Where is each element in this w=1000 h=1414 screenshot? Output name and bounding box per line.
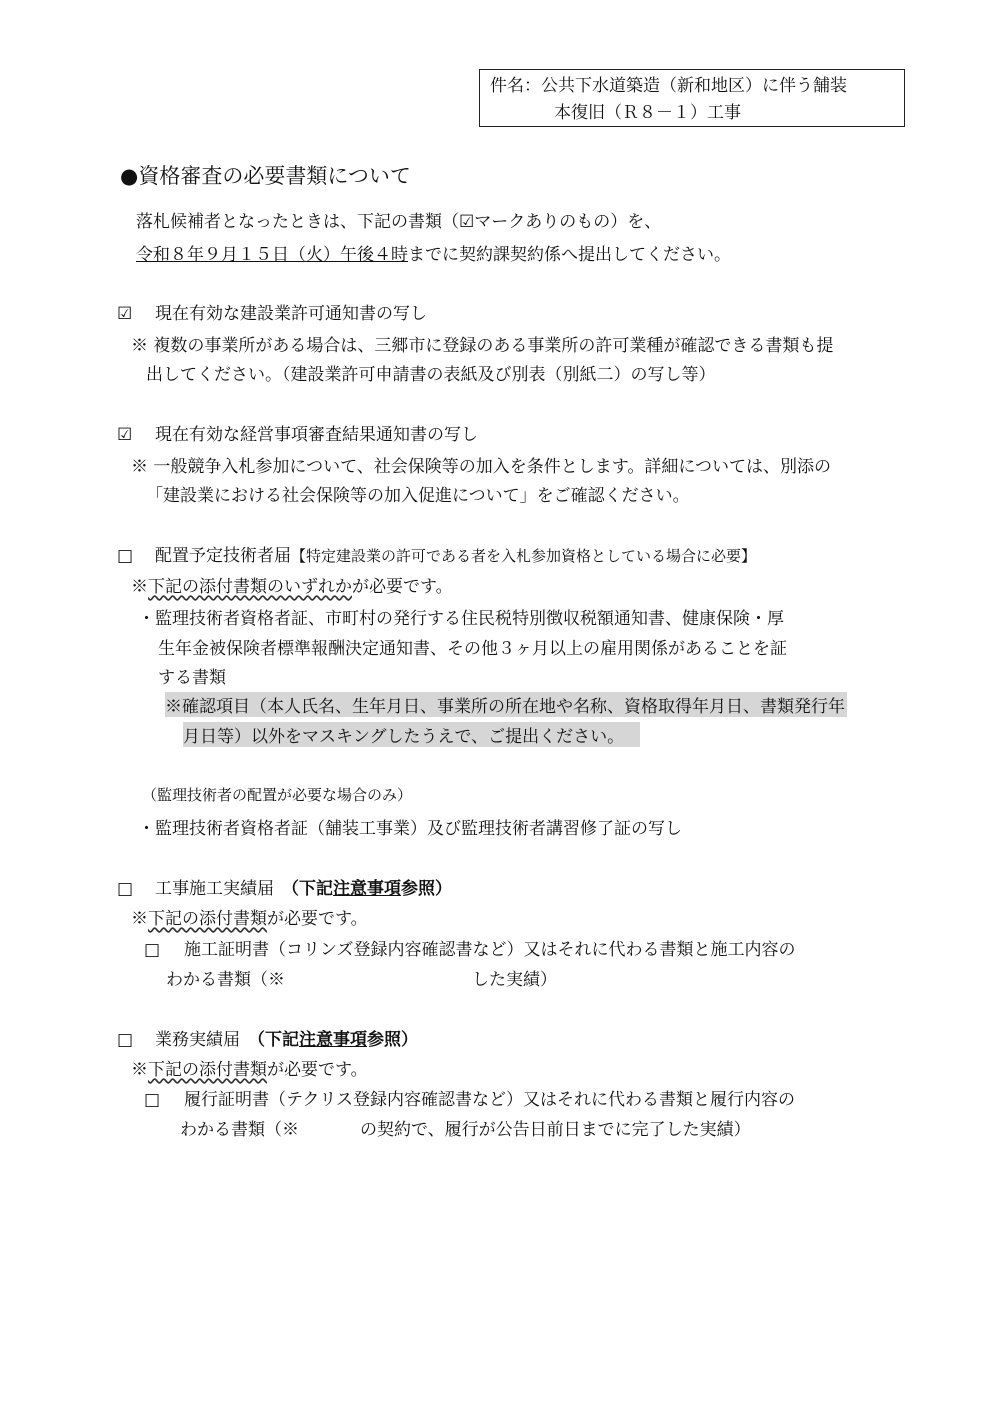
- page-heading: ●資格審査の必要書類について: [120, 164, 411, 188]
- deadline-text: 令和８年９月１５日（火）午後４時: [136, 245, 408, 265]
- intro-line-2: [136, 240, 731, 265]
- mask-note-2: 月日等）以外をマスキングしたうえで、ご提出ください。: [183, 722, 640, 747]
- service-sub-line-2a: わかる書類（※: [180, 1120, 299, 1140]
- item-service-record-requirement: ※下記の添付書類が必要です。: [131, 1060, 368, 1080]
- item-construction-record: [117, 874, 452, 899]
- subject-line-1: 件名：公共下水道築造（新和地区）に伴う舗装: [490, 76, 847, 96]
- unchecked-box-icon: □: [117, 879, 134, 899]
- construction-sub-line-2b: した実績）: [472, 970, 557, 990]
- construction-sub-line-2a: わかる書類（※: [166, 970, 285, 990]
- item-keishin-note-2: 「建設業における社会保険等の加入促進について」をご確認ください。: [146, 486, 690, 506]
- item-engineer-label: 配置予定技術者届: [155, 546, 291, 566]
- item-engineer-bullet2: ・監理技術者資格者証（舗装工事業）及び監理技術者講習修了証の写し: [138, 819, 682, 839]
- construction-sub-item: [144, 935, 796, 960]
- subject-box: [479, 69, 905, 127]
- item-engineer-bullet-2: 生年金被保険者標準報酬決定通知書、その他３ヶ月以上の雇用関係があることを証: [158, 639, 787, 659]
- item-engineer-requirement: ※下記の添付書類のいずれかが必要です。: [131, 577, 453, 597]
- service-sub-line-1: 履行証明書（テクリス登録内容確認書など）又はそれに代わる書類と履行内容の: [184, 1090, 795, 1110]
- service-sub-item: [144, 1085, 795, 1110]
- intro-line-2-rest: までに契約課契約係へ提出してください。: [408, 245, 731, 265]
- item-permit-note-1: ※ 複数の事業所がある場合は、三郷市に登録のある事業所の許可業種が確認できる書類も提: [131, 336, 834, 356]
- intro-line-1: 落札候補者となったときは、下記の書類（☑マークありのもの）を、: [136, 212, 662, 232]
- item-construction-record-requirement: ※下記の添付書類が必要です。: [131, 909, 368, 929]
- mask-note-1: ※確認項目（本人氏名、生年月日、事業所の所在地や名称、資格取得年月日、書類発行年: [165, 692, 847, 717]
- item-permit: [117, 299, 427, 324]
- item-engineer-bullet-1: ・監理技術者資格者証、市町村の発行する住民税特別徴収税額通知書、健康保険・厚: [138, 609, 784, 629]
- construction-sub-line-1: 施工証明書（コリンズ登録内容確認書など）又はそれに代わる書類と施工内容の: [184, 940, 796, 960]
- unchecked-box-icon: □: [144, 940, 161, 960]
- unchecked-box-icon: □: [144, 1090, 161, 1110]
- item-permit-note-2: 出してください。（建設業許可申請書の表紙及び別表（別紙二）の写し等）: [146, 365, 716, 385]
- item-construction-record-ref: （下記注意事項参照）: [282, 879, 452, 899]
- unchecked-box-icon: □: [117, 1030, 134, 1050]
- item-keishin-label: 現在有効な経営事項審査結果通知書の写し: [155, 425, 478, 445]
- unchecked-box-icon: □: [117, 546, 134, 566]
- checked-box-icon: ☑: [117, 304, 133, 324]
- item-engineer-condition: 【特定建設業の許可である者を入札参加資格としている場合に必要】: [291, 547, 757, 565]
- item-service-record-label: 業務実績届: [155, 1030, 240, 1050]
- subject-line-2: 本復旧（Ｒ８－１）工事: [554, 103, 741, 123]
- item-permit-label: 現在有効な建設業許可通知書の写し: [155, 304, 427, 324]
- item-keishin-note-1: ※ 一般競争入札参加について、社会保険等の加入を条件とします。詳細については、別添の: [131, 457, 832, 477]
- checked-box-icon: ☑: [117, 425, 133, 445]
- item-engineer-paren-note: （監理技術者の配置が必要な場合のみ）: [142, 786, 413, 804]
- item-keishin: [117, 420, 478, 445]
- item-engineer: [117, 541, 756, 566]
- item-engineer-bullet-3: する書類: [158, 668, 226, 688]
- service-sub-line-2b: の契約で、履行が公告日前日までに完了した実績）: [360, 1120, 751, 1140]
- item-service-record: [117, 1025, 418, 1050]
- item-construction-record-label: 工事施工実績届: [155, 879, 274, 899]
- item-service-record-ref: （下記注意事項参照）: [248, 1030, 418, 1050]
